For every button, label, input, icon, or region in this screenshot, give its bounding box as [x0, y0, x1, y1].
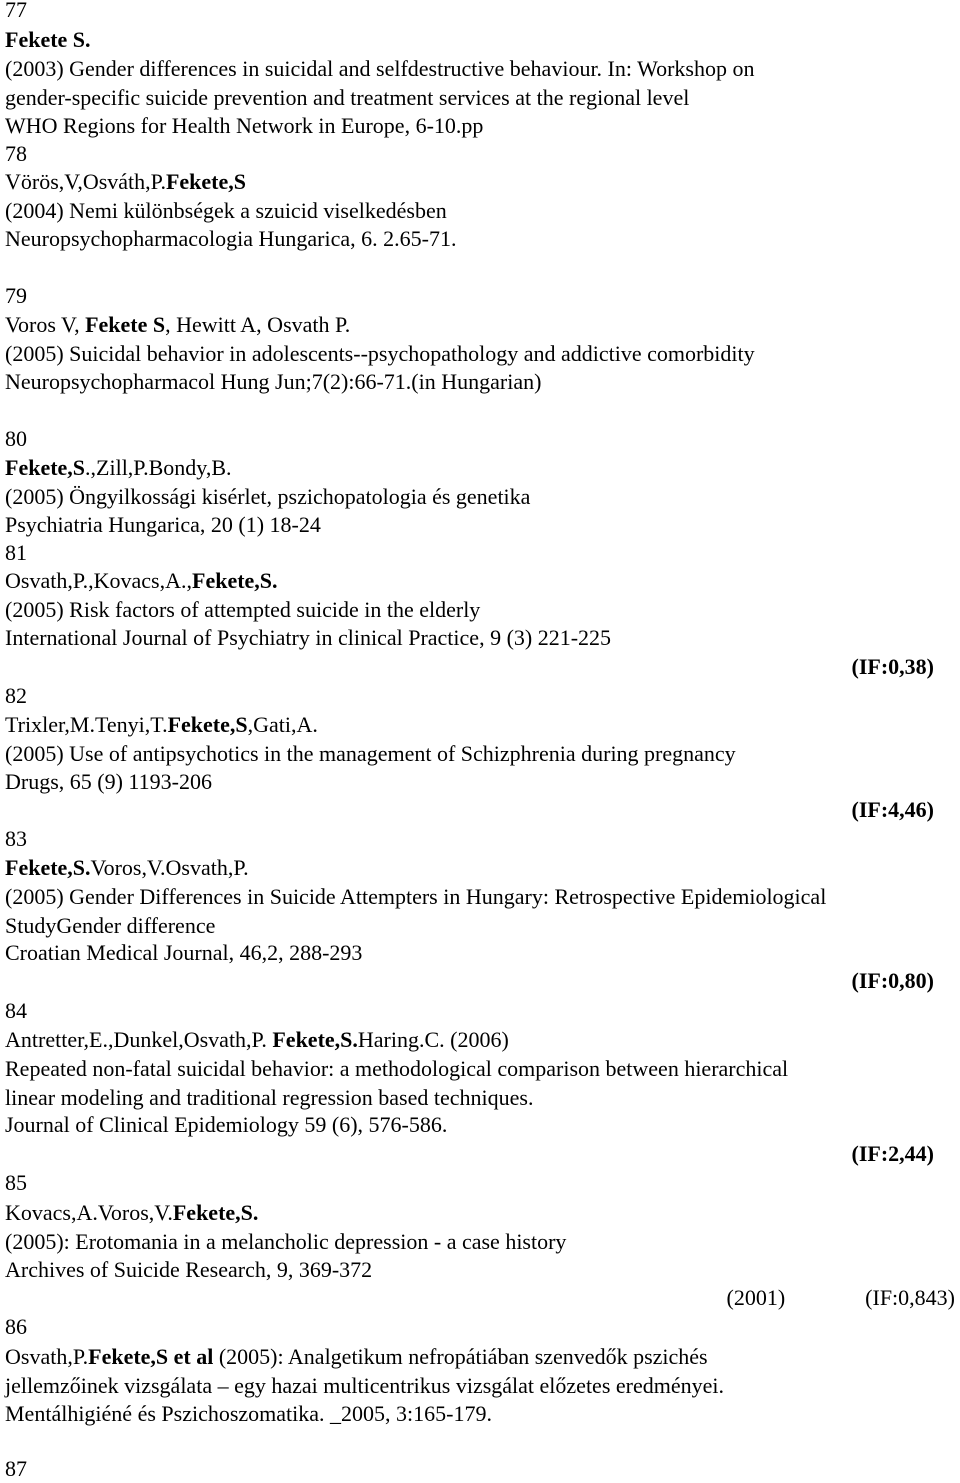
- authors-text: Vörös,V,Osváth,P.: [5, 169, 166, 194]
- entry-authors: [5, 311, 955, 339]
- entry-line: Archives of Suicide Research, 9, 369-372: [5, 1257, 373, 1282]
- entry-line: jellemzőinek vizsgálata – egy hazai multicentrikus vizsgálat előzetes eredményei.: [5, 1373, 724, 1398]
- entry-number: 86: [5, 1314, 27, 1339]
- entry-authors: [5, 567, 955, 595]
- impact-factor: [852, 653, 934, 681]
- entry-authors: [5, 26, 955, 54]
- entry-number: 81: [5, 540, 27, 565]
- entry-number: 87: [5, 1456, 27, 1481]
- authors-text: (2005): Analgetikum nefropátiában szenvedők pszichés: [213, 1344, 708, 1369]
- highlighted-author: Fekete,S.: [272, 1027, 358, 1052]
- authors-text: Kovacs,A.Voros,V.: [5, 1200, 173, 1225]
- entry-authors: [5, 1026, 955, 1054]
- extra-year: (2001): [726, 1285, 786, 1310]
- authors-text: Voros V,: [5, 312, 86, 337]
- impact-factor: [555, 1284, 955, 1312]
- entry-line: linear modeling and traditional regression based techniques.: [5, 1085, 534, 1110]
- entry-line: Psychiatria Hungarica, 20 (1) 18-24: [5, 512, 321, 537]
- entry-line: (2004) Nemi különbségek a szuicid viselkedésben: [5, 198, 447, 223]
- entry-line: Croatian Medical Journal, 46,2, 288-293: [5, 940, 363, 965]
- entry-authors: [5, 168, 955, 196]
- authors-text: Osvath,P.,Kovacs,A.,: [5, 568, 192, 593]
- impact-factor-value: (IF:0,38): [851, 654, 934, 679]
- authors-text: .,Zill,P.Bondy,B.: [85, 455, 232, 480]
- authors-text: Antretter,E.,Dunkel,Osvath,P.: [5, 1027, 273, 1052]
- impact-factor-value: (IF:2,44): [851, 1141, 934, 1166]
- entry-line: Repeated non-fatal suicidal behavior: a methodological comparison between hierarchical: [5, 1056, 789, 1081]
- authors-text: Haring.C. (2006): [357, 1027, 509, 1052]
- entry-number: 83: [5, 826, 27, 851]
- entry-number: 82: [5, 683, 27, 708]
- entry-line: Drugs, 65 (9) 1193-206: [5, 769, 212, 794]
- highlighted-author: Fekete,S.: [172, 1200, 259, 1225]
- impact-factor-value: (IF:4,46): [851, 797, 934, 822]
- entry-line: (2005): Erotomania in a melancholic depression - a case history: [5, 1229, 567, 1254]
- entry-authors: [5, 1343, 955, 1371]
- entry-line: (2005) Gender Differences in Suicide Attempters in Hungary: Retrospective Epidemiological: [5, 884, 827, 909]
- authors-text: ,Gati,A.: [247, 712, 318, 737]
- impact-factor: [852, 796, 934, 824]
- entry-line: (2005) Use of antipsychotics in the management of Schizphrenia during pregnancy: [5, 741, 736, 766]
- entry-line: (2005) Suicidal behavior in adolescents--psychopathology and addictive comorbidity: [5, 341, 755, 366]
- entry-authors: [5, 454, 955, 482]
- entry-number: 79: [5, 283, 27, 308]
- impact-factor-value: (IF:0,843): [865, 1285, 955, 1310]
- authors-text: , Hewitt A, Osvath P.: [165, 312, 351, 337]
- authors-text: Trixler,M.Tenyi,T.: [5, 712, 168, 737]
- entry-number: 78: [5, 141, 27, 166]
- entry-line: Neuropsychopharmacologia Hungarica, 6. 2.65-71.: [5, 226, 457, 251]
- highlighted-author: Fekete,S et al: [88, 1344, 214, 1369]
- authors-text: Voros,V.Osvath,P.: [90, 855, 249, 880]
- entry-number: 85: [5, 1170, 27, 1195]
- highlighted-author: Fekete S: [85, 312, 166, 337]
- entry-line: (2005) Öngyilkossági kisérlet, pszichopatologia és genetika: [5, 484, 531, 509]
- impact-factor-value: (IF:0,80): [851, 968, 934, 993]
- entry-line: (2003) Gender differences in suicidal and selfdestructive behaviour. In: Workshop on: [5, 56, 755, 81]
- entry-line: Mentálhigiéné és Pszichoszomatika. _2005, 3:165-179.: [5, 1401, 492, 1426]
- entry-number: 77: [5, 0, 27, 22]
- impact-factor: [852, 967, 934, 995]
- entry-number: 80: [5, 426, 27, 451]
- highlighted-author: Fekete,S.: [192, 568, 278, 593]
- highlighted-author: Fekete,S: [165, 169, 246, 194]
- entry-line: gender-specific suicide prevention and treatment services at the regional level: [5, 85, 690, 110]
- entry-line: International Journal of Psychiatry in clinical Practice, 9 (3) 221-225: [5, 625, 612, 650]
- highlighted-author: Fekete,S.: [5, 855, 91, 880]
- entry-line: Neuropsychopharmacol Hung Jun;7(2):66-71.(in Hungarian): [5, 369, 542, 394]
- highlighted-author: Fekete,S: [5, 455, 86, 480]
- entry-line: StudyGender difference: [5, 913, 216, 938]
- entry-line: Journal of Clinical Epidemiology 59 (6), 576-586.: [5, 1112, 448, 1137]
- highlighted-author: Fekete S.: [5, 27, 91, 52]
- entry-number: 84: [5, 998, 27, 1023]
- entry-authors: [5, 1199, 955, 1227]
- highlighted-author: Fekete,S: [167, 712, 248, 737]
- entry-line: (2005) Risk factors of attempted suicide in the elderly: [5, 597, 481, 622]
- impact-factor: [852, 1140, 934, 1168]
- entry-line: WHO Regions for Health Network in Europe, 6-10.pp: [5, 113, 484, 138]
- entry-authors: [5, 854, 955, 882]
- authors-text: Osvath,P.: [5, 1344, 89, 1369]
- entry-authors: [5, 711, 955, 739]
